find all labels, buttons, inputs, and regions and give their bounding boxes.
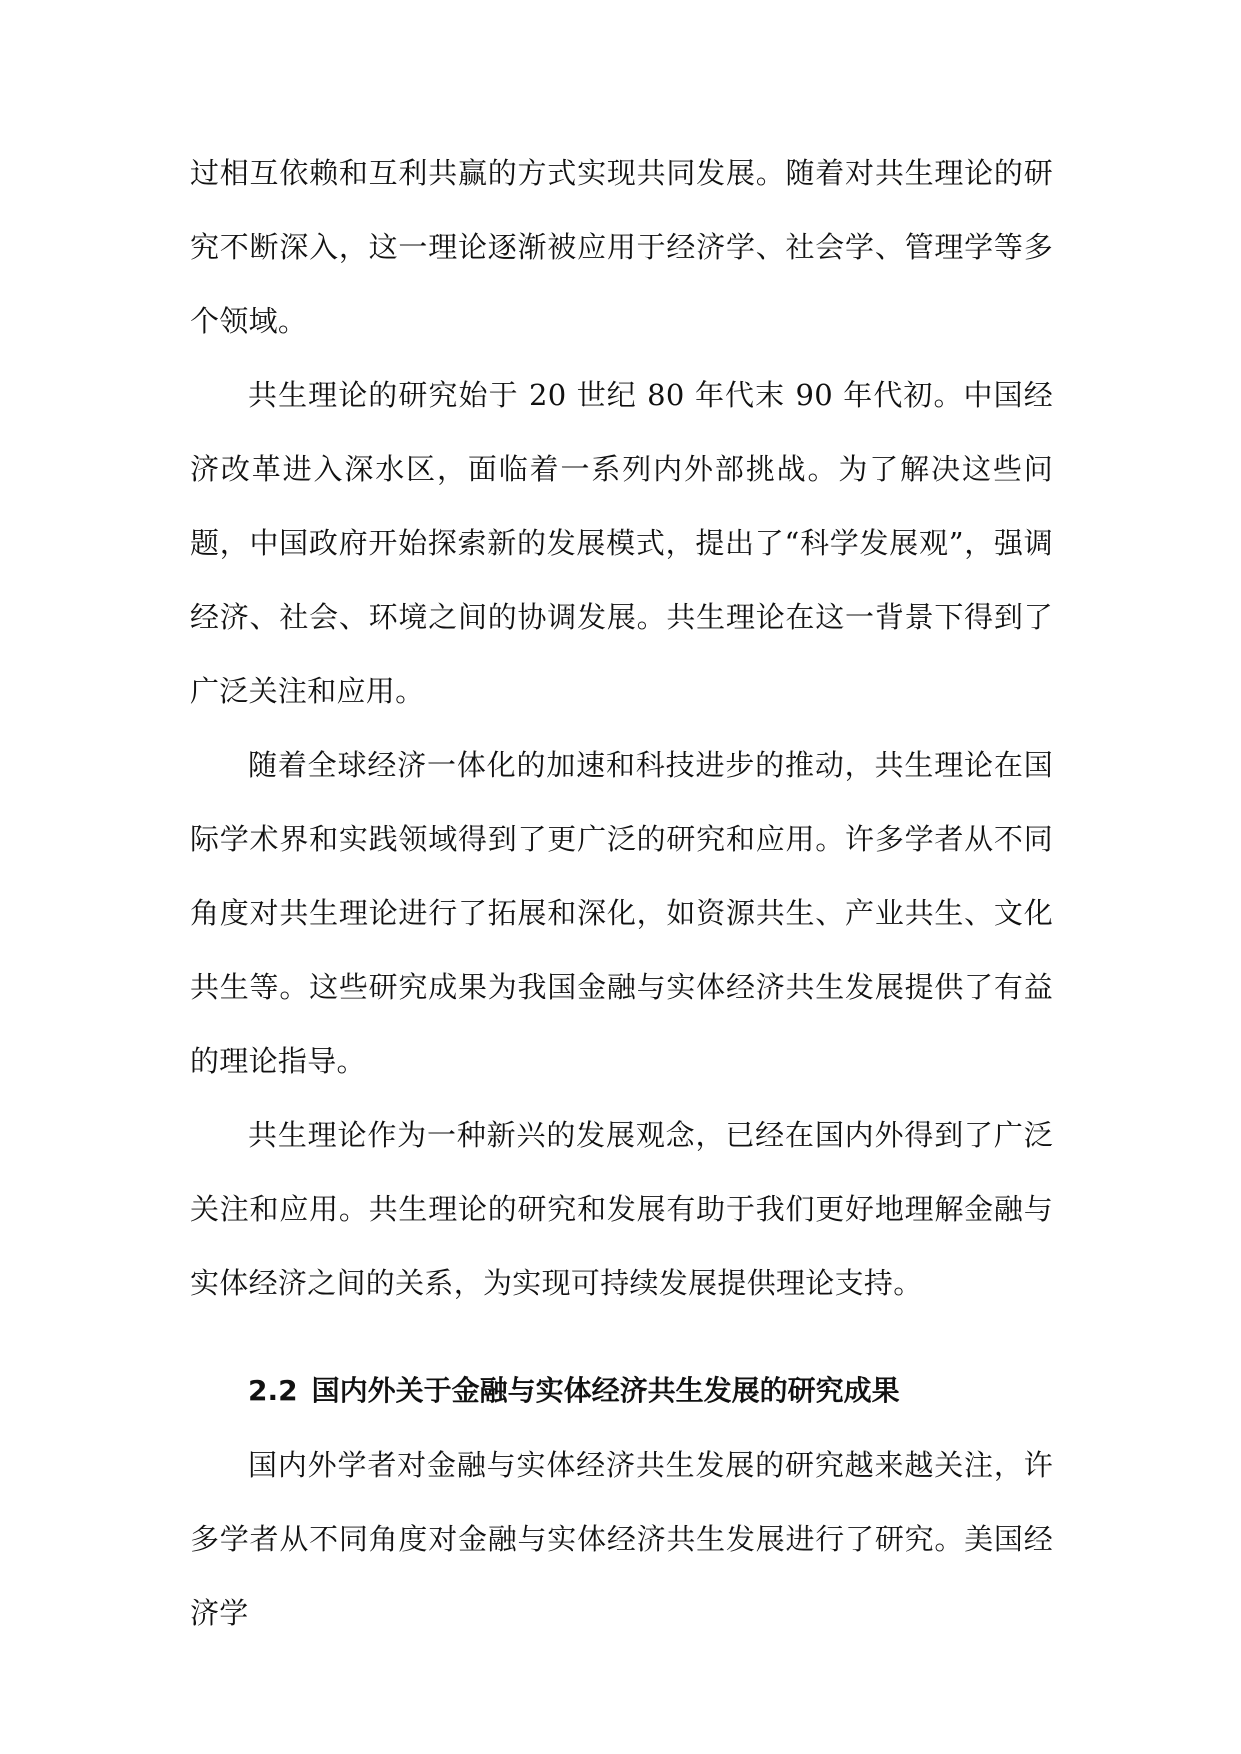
paragraph-symbiosis-origin: 共生理论的研究始于 20 世纪 80 年代末 90 年代初。中国经济改革进入深水区，面临着一系列内外部挑战。为了解决这些问题，中国政府开始探索新的发展模式，提出了“科学发展观”，强调经济、社会、环境之间的协调发展。共生理论在这一背景下得到了广泛关注和应用。: [190, 378, 1053, 708]
document-body: [190, 136, 1053, 1650]
section-heading: [190, 1354, 1053, 1428]
paragraph-continuation: 过相互依赖和互利共赢的方式实现共同发展。随着对共生理论的研究不断深入，这一理论逐渐被应用于经济学、社会学、管理学等多个领域。: [190, 156, 1053, 338]
section-title: 国内外关于金融与实体经济共生发展的研究成果: [311, 1374, 900, 1407]
paragraph-research-overview: 国内外学者对金融与实体经济共生发展的研究越来越关注，许多学者从不同角度对金融与实体经济共生发展进行了研究。美国经济学: [190, 1448, 1053, 1630]
section-number: 2.2: [248, 1374, 298, 1407]
paragraph-global-research: 随着全球经济一体化的加速和科技进步的推动，共生理论在国际学术界和实践领域得到了更广泛的研究和应用。许多学者从不同角度对共生理论进行了拓展和深化，如资源共生、产业共生、文化共生等。这些研究成果为我国金融与实体经济共生发展提供了有益的理论指导。: [190, 748, 1053, 1078]
paragraph-summary: 共生理论作为一种新兴的发展观念，已经在国内外得到了广泛关注和应用。共生理论的研究和发展有助于我们更好地理解金融与实体经济之间的关系，为实现可持续发展提供理论支持。: [190, 1118, 1053, 1300]
